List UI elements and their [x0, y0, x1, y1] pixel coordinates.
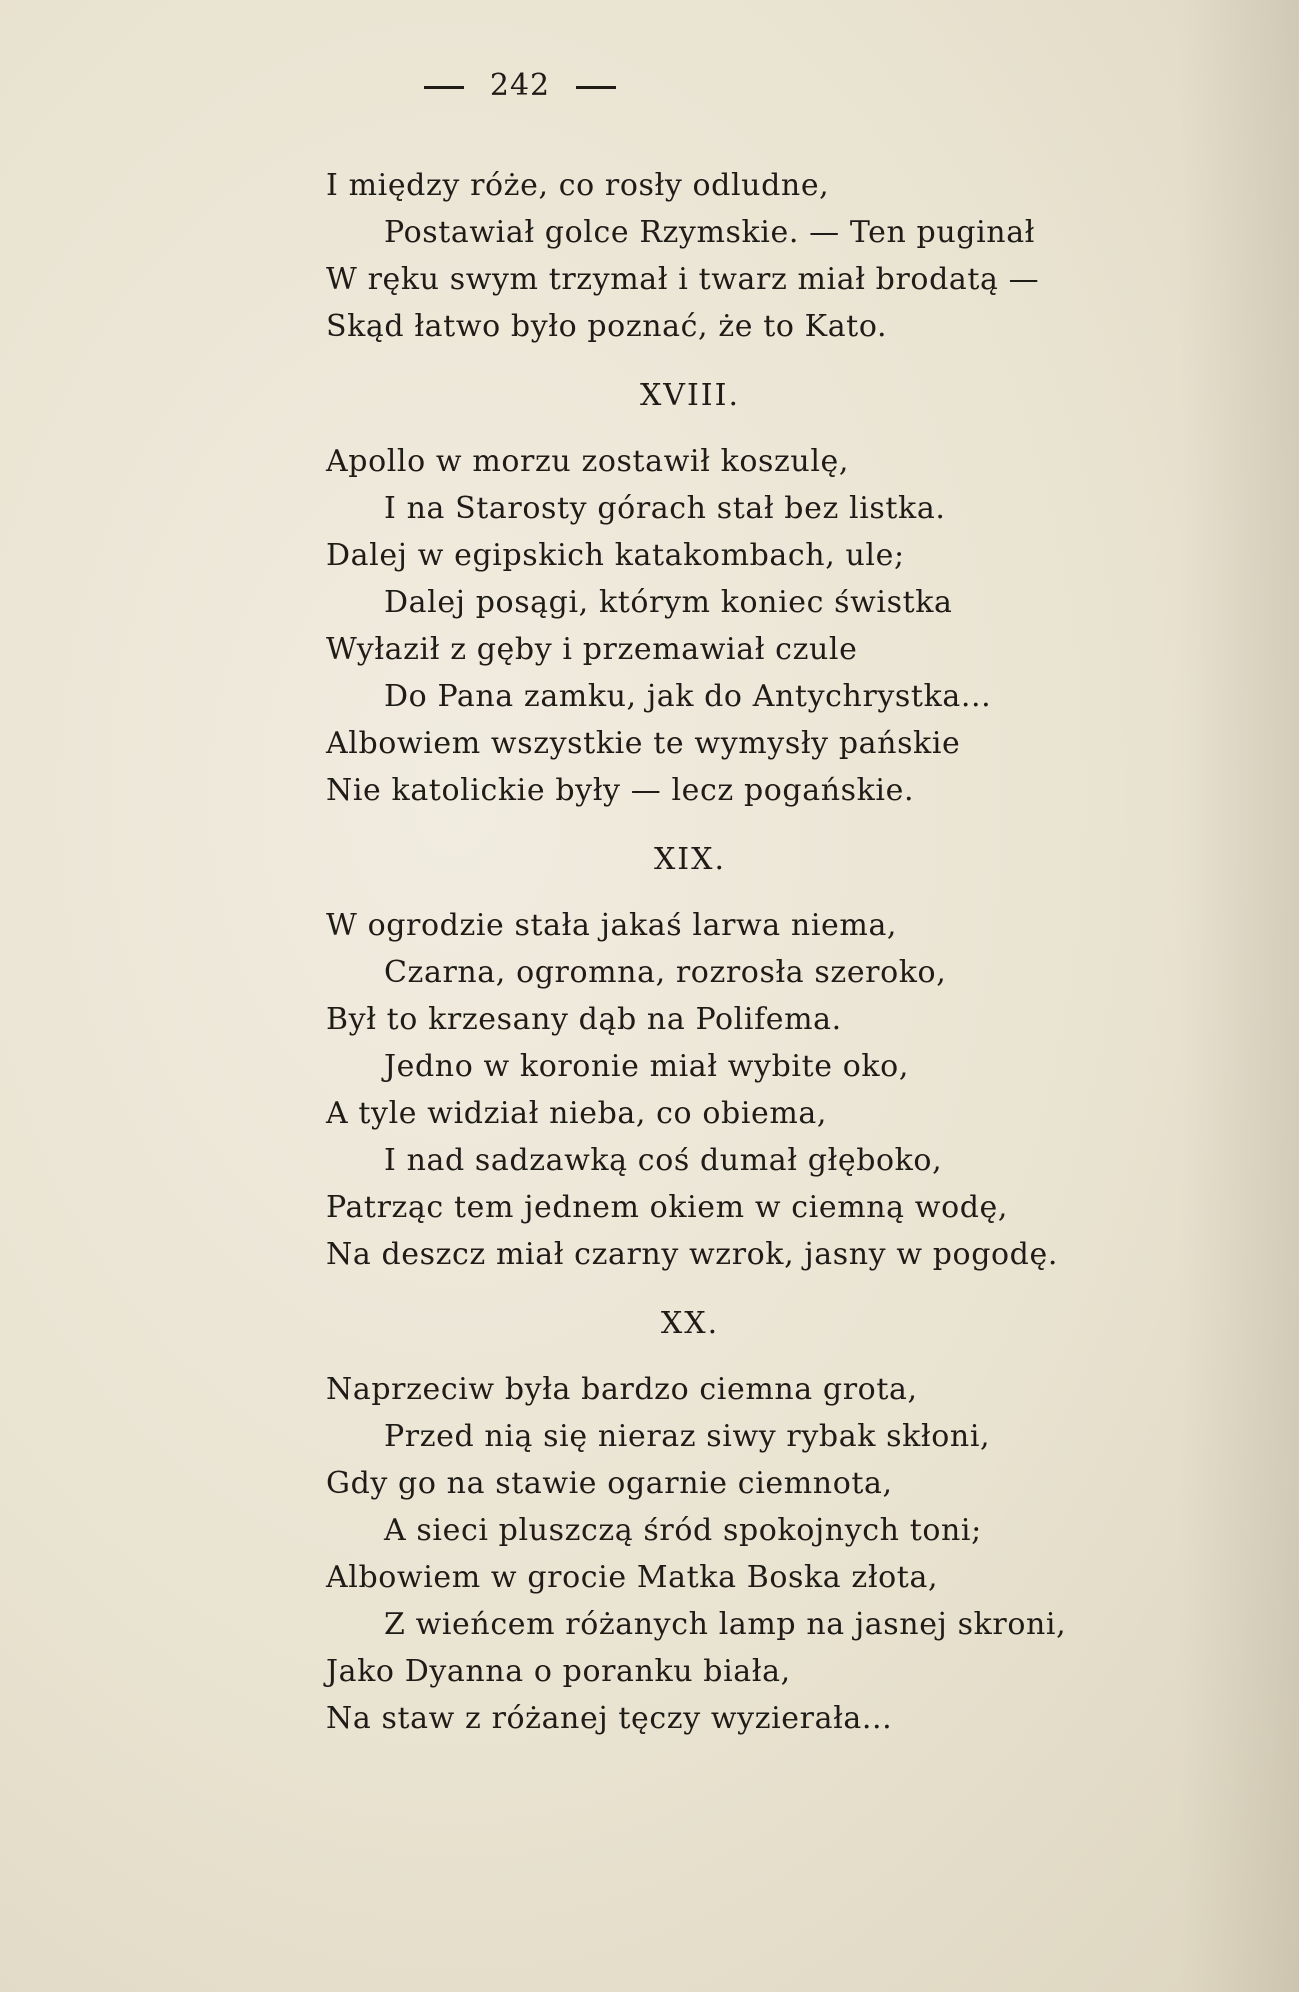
left-dash	[424, 86, 464, 89]
verse-line: A sieci pluszczą śród spokojnych toni;	[384, 1513, 982, 1548]
verse-line: Na deszcz miał czarny wzrok, jasny w pogodę.	[326, 1237, 1058, 1272]
verse-line: W ogrodzie stała jakaś larwa niema,	[326, 908, 898, 943]
verse-line: Dalej w egipskich katakombach, ule;	[326, 538, 905, 573]
verse-line: Patrząc tem jednem okiem w ciemną wodę,	[326, 1190, 1009, 1225]
verse-line: Postawiał golce Rzymskie. — Ten puginał	[384, 215, 1036, 250]
verse-line: I między róże, co rosły odludne,	[326, 168, 830, 203]
verse-line: Przed nią się nieraz siwy rybak skłoni,	[384, 1419, 991, 1454]
verse-line: Z wieńcem różanych lamp na jasnej skroni,	[384, 1607, 1067, 1642]
verse-line: Do Pana zamku, jak do Antychrystka...	[384, 679, 992, 714]
verse-line: Jedno w koronie miał wybite oko,	[384, 1049, 909, 1084]
verse-line: Czarna, ogromna, rozrosła szeroko,	[384, 955, 947, 990]
page-number: 242	[489, 68, 551, 103]
verse-line: Na staw z różanej tęczy wyzierała...	[326, 1701, 893, 1736]
verse-line: Gdy go na stawie ogarnie ciemnota,	[326, 1466, 893, 1501]
verse-line: Dalej posągi, którym koniec świstka	[384, 585, 953, 620]
verse-line: Nie katolickie były — lecz pogańskie.	[326, 773, 915, 808]
stanza-heading: XVIII.	[639, 378, 741, 413]
verse-line: Naprzeciw była bardzo ciemna grota,	[326, 1372, 918, 1407]
right-dash	[576, 86, 616, 89]
verse-line: W ręku swym trzymał i twarz miał brodatą —	[326, 262, 1040, 297]
verse-line: Wyłaził z gęby i przemawiał czule	[326, 632, 858, 667]
verse-line: Był to krzesany dąb na Polifema.	[326, 1002, 842, 1037]
verse-line: Skąd łatwo było poznać, że to Kato.	[326, 309, 888, 344]
stanza-heading: XIX.	[653, 842, 727, 877]
verse-line: I nad sadzawką coś dumał głęboko,	[384, 1143, 943, 1178]
stanza	[326, 1300, 1226, 1742]
verse-line: Apollo w morzu zostawił koszulę,	[326, 444, 850, 479]
verse-line: Albowiem wszystkie te wymysły pańskie	[326, 726, 961, 761]
page-number-header	[0, 68, 1040, 103]
stanza-heading: XX.	[660, 1306, 720, 1341]
stanza	[326, 836, 1226, 1278]
verse-line: Jako Dyanna o poranku biała,	[326, 1654, 791, 1689]
verse-line: I na Starosty górach stał bez listka.	[384, 491, 946, 526]
verse-line: Albowiem w grocie Matka Boska złota,	[326, 1560, 939, 1595]
stanza	[326, 372, 1226, 814]
verse-line: A tyle widział nieba, co obiema,	[326, 1096, 828, 1131]
stanza	[326, 162, 1226, 350]
poem-body	[326, 162, 1226, 1742]
